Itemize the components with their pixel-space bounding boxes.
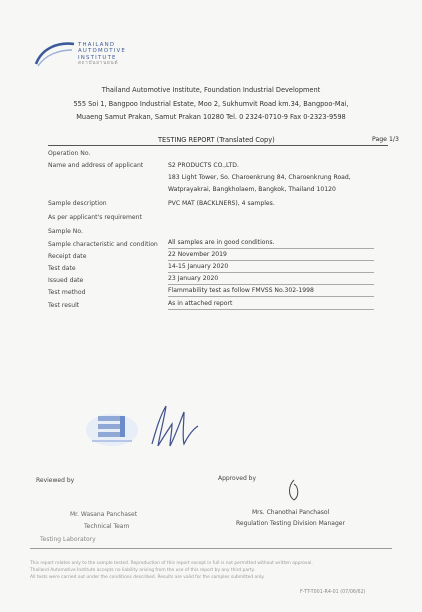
reviewer-name: Mr. Wasana Panchaset <box>70 511 138 518</box>
title-rule <box>48 145 388 146</box>
page-number: Page 1/3 <box>372 136 399 143</box>
underline <box>168 272 374 273</box>
org-name: Thailand Automotive Institute, Foundation Industrial Development <box>101 86 321 94</box>
logo-line-2: AUTOMOTIVE <box>78 48 127 55</box>
tai-logo-icon <box>32 38 76 70</box>
approver-title: Regulation Testing Division Manager <box>236 520 345 527</box>
laboratory-stamp-icon <box>84 408 140 448</box>
label-issued-date: Issued date <box>48 277 84 284</box>
underline <box>168 296 374 297</box>
label-test-date: Test date <box>48 265 76 272</box>
org-address-1: 555 Soi 1, Bangpoo Industrial Estate, Moo 2, Sukhumvit Road km.34, Bangpoo-Mai, <box>73 100 349 108</box>
value-test-result: As in attached report <box>168 300 233 307</box>
footer-line-2: Thailand Automotive Institute accepts no liability arising from the use of this report by any third party. <box>30 568 255 573</box>
report-title: TESTING REPORT (Translated Copy) <box>158 136 275 144</box>
label-operation-no: Operation No. <box>48 150 91 157</box>
reviewer-extra: Testing Laboratory <box>40 536 96 543</box>
logo-line-3: INSTITUTE <box>78 54 117 61</box>
value-sample-description: PVC MAT (BACKLNERS), 4 samples. <box>168 200 275 207</box>
approved-by-label: Approved by <box>218 475 257 482</box>
label-test-method: Test method <box>48 289 86 296</box>
logo-line-4: สถาบันยานยนต์ <box>78 61 119 67</box>
footer-line-3: All tests were carried out under the conditions described. Results are valid for the samples submitted only. <box>30 575 265 580</box>
reviewed-by-label: Reviewed by <box>36 477 75 484</box>
label-applicant: Name and address of applicant <box>48 162 144 169</box>
reviewer-signature-icon <box>146 400 202 452</box>
value-test-date: 14-15 January 2020 <box>168 263 229 270</box>
footer-line-1: This report relates only to the sample tested. Reproduction of this report except in full is not permitted without written approval. <box>30 561 313 566</box>
underline <box>168 309 374 310</box>
value-sample-condition: All samples are in good conditions. <box>168 239 275 246</box>
logo-line-1: THAILAND <box>78 42 116 48</box>
approver-name: Mrs. Chanothai Panchasol <box>252 509 330 516</box>
label-receipt-date: Receipt date <box>48 253 87 260</box>
label-test-result: Test result <box>48 302 80 309</box>
org-address-2: Muaeng Samut Prakan, Samut Prakan 10280 Tel. 0 2324-0710-9 Fax 0-2323-9598 <box>76 113 346 121</box>
value-applicant-address-1: 183 Light Tower, So. Charoenkrung 84, Charoenkrung Road, <box>168 174 351 181</box>
footer-notes <box>30 560 392 581</box>
value-applicant-address-2: Watprayakrai, Bangkholaem, Bangkok, Thailand 10120 <box>168 186 336 193</box>
value-issued-date: 23 January 2020 <box>168 275 219 282</box>
value-applicant-name: S2 PRODUCTS CO.,LTD. <box>168 162 239 169</box>
underline <box>168 260 374 261</box>
label-applicant-requirement: As per applicant's requirement <box>48 214 142 221</box>
approver-signature-icon <box>286 478 302 502</box>
label-sample-no: Sample No. <box>48 228 83 235</box>
logo-text <box>78 42 126 68</box>
underline <box>168 284 374 285</box>
label-sample-description: Sample description <box>48 200 107 207</box>
value-test-method: Flammability test as follow FMVSS No.302-1998 <box>168 287 314 294</box>
label-sample-condition: Sample characteristic and condition <box>48 241 158 248</box>
value-receipt-date: 22 November 2019 <box>168 251 227 258</box>
footer-rule <box>30 548 392 549</box>
footer-form-code: F-TT-T001-R4-01 (07/06/62) <box>300 590 366 595</box>
underline <box>168 248 374 249</box>
reviewer-title: Technical Team <box>84 523 130 530</box>
